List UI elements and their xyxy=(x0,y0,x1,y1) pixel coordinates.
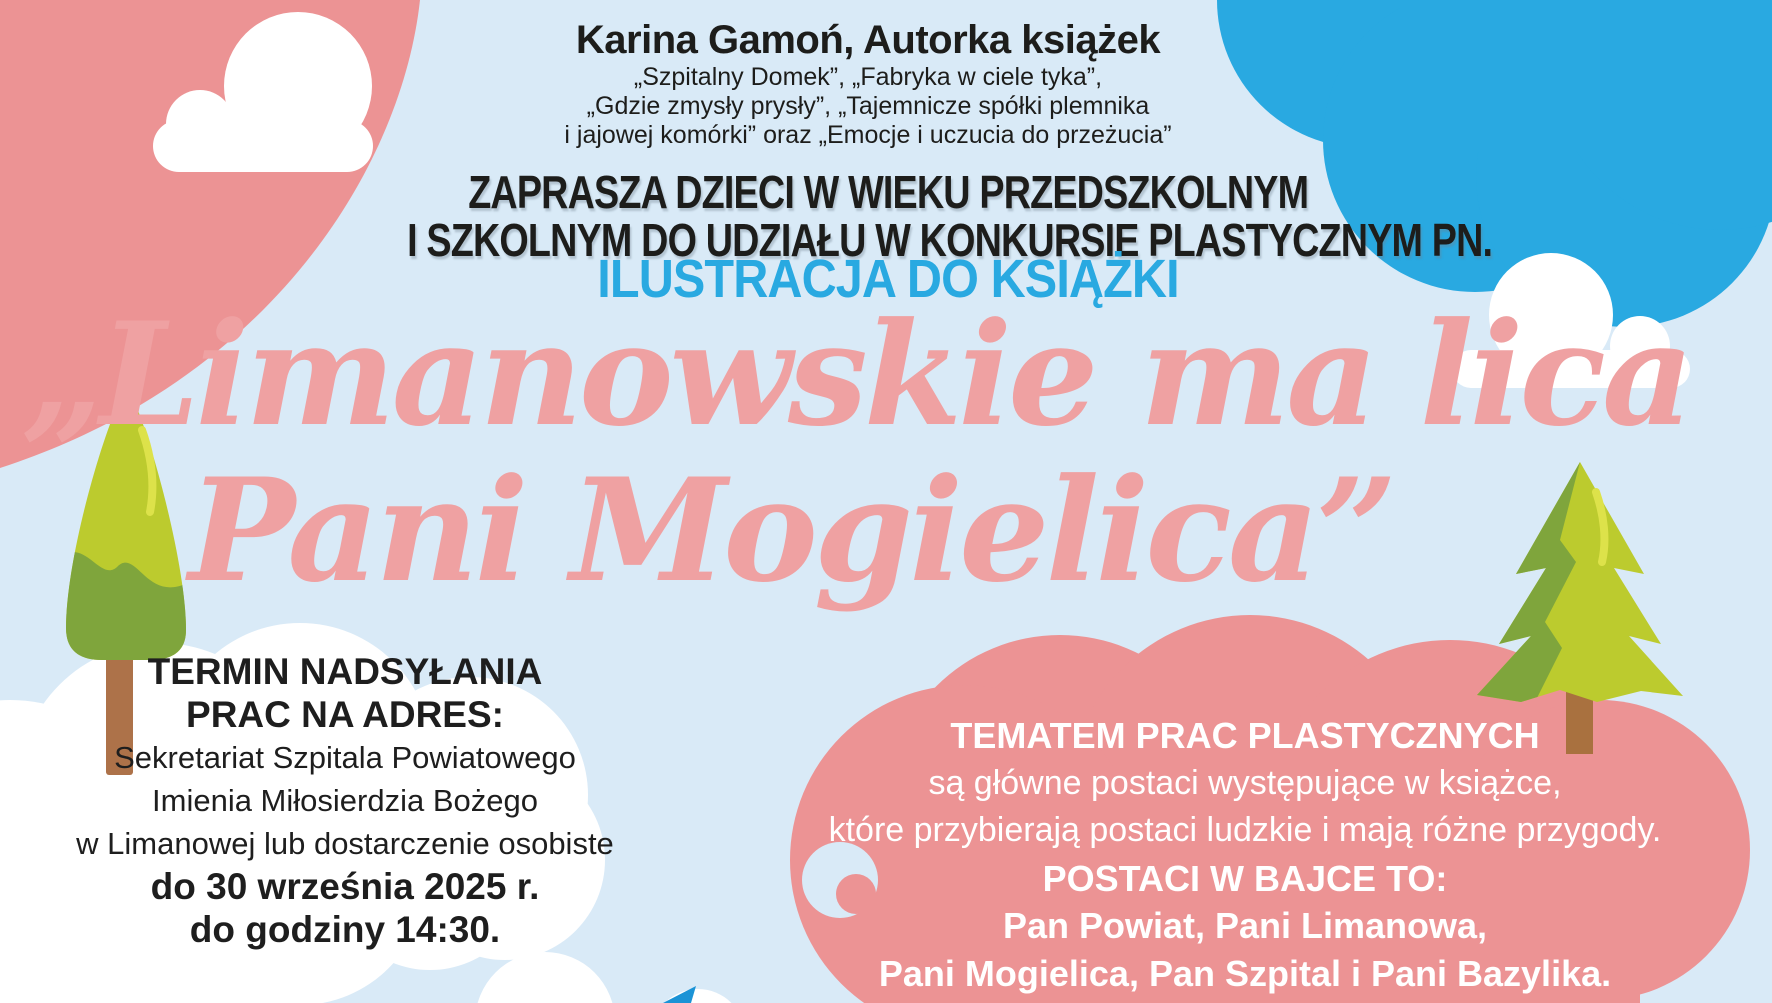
author-book-line: „Szpitalny Domek”, „Fabryka w ciele tyka”, xyxy=(633,63,1103,91)
book-title-line-1: „Limanowskie ma lica xyxy=(21,292,1691,458)
submission-heading-2: PRAC NA ADRES: xyxy=(186,694,504,735)
theme-desc-2: które przybierają postaci ludzkie i mają różne przygody. xyxy=(828,811,1662,849)
author-header xyxy=(268,18,1468,150)
theme-info xyxy=(745,712,1745,997)
characters-line-2: Pani Mogielica, Pan Szpital i Pani Bazylika. xyxy=(878,952,1612,994)
submission-info xyxy=(40,650,650,951)
contest-title: ILUSTRACJA DO KSIĄŻKI xyxy=(597,249,1179,309)
submission-heading-1: TERMIN NADSYŁANIA xyxy=(147,651,543,692)
submission-address-3: w Limanowej lub dostarczenie osobiste xyxy=(76,826,614,861)
invitation-line-1: ZAPRASZA DZIECI W WIEKU PRZEDSZKOLNYM xyxy=(468,166,1308,218)
book-title-line-2: Pani Mogielica” xyxy=(188,448,1394,614)
submission-address-1: Sekretariat Szpitala Powiatowego xyxy=(114,740,576,775)
characters-heading: POSTACI W BAJCE TO: xyxy=(1042,857,1448,899)
theme-heading: TEMATEM PRAC PLASTYCZNYCH xyxy=(950,715,1540,756)
submission-address-2: Imienia Miłosierdzia Bożego xyxy=(152,783,538,818)
author-book-line: „Gdzie zmysły prysły”, „Tajemnicze spółki plemnika xyxy=(586,92,1150,120)
invitation-line-2: I SZKOLNYM DO UDZIAŁU W KONKURSIE PLASTYCZNYM PN. xyxy=(407,214,1493,266)
submission-deadline-time: do godziny 14:30. xyxy=(189,909,501,950)
blue-triangle-decoration xyxy=(663,986,696,1003)
theme-desc-1: są główne postaci występujące w książce, xyxy=(928,763,1562,802)
characters-line-1: Pan Powiat, Pani Limanowa, xyxy=(1002,905,1488,946)
author-name: Karina Gamoń, Autorka książek xyxy=(575,18,1161,62)
submission-deadline-date: do 30 września 2025 r. xyxy=(150,866,540,907)
bottom-edge-clouds xyxy=(475,952,745,1003)
author-book-line: i jajowej komórki” oraz „Emocje i uczucia do przeżucia” xyxy=(564,121,1172,149)
